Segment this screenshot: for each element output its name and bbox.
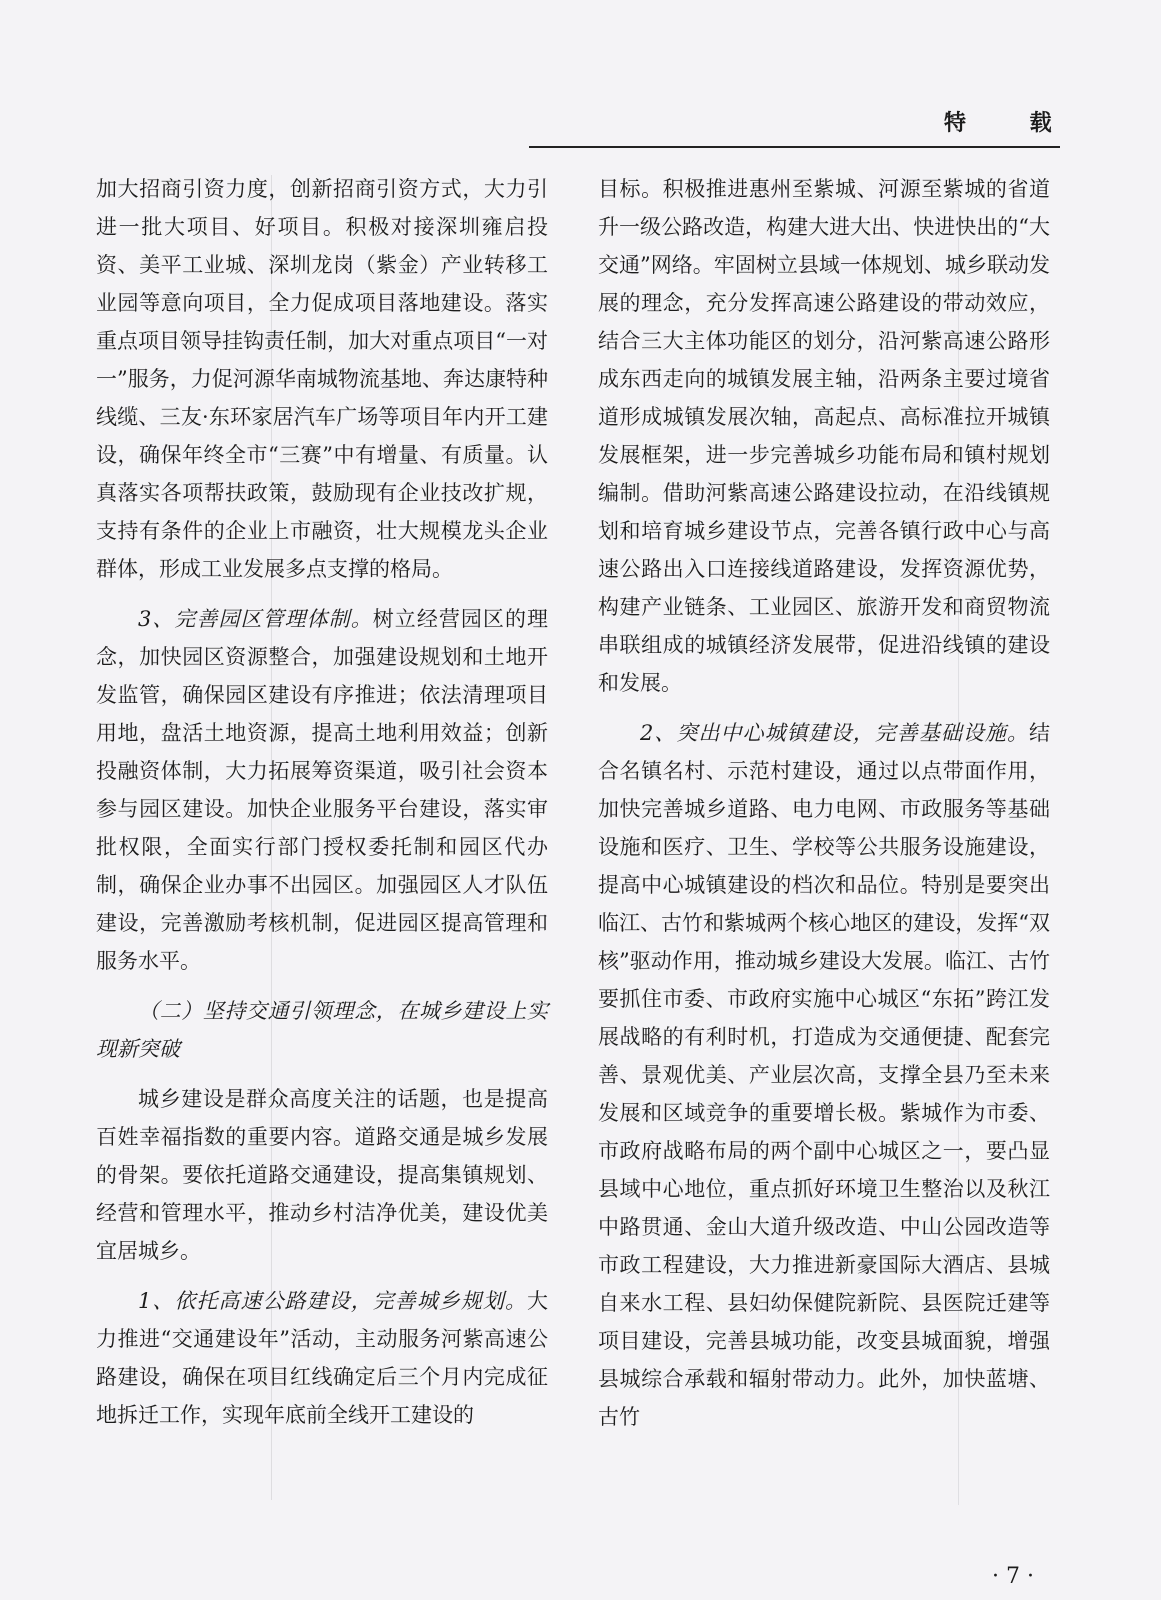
subheading: 2、突出中心城镇建设，完善基础设施。: [640, 721, 1029, 745]
page-number: · 7 ·: [992, 1564, 1034, 1589]
right-column: [598, 170, 1050, 1436]
paragraph-body: 树立经营园区的理念，加快园区资源整合，加强建设规划和土地开发监管，确保园区建设有序推进；依法清理项目用地，盘活土地资源，提高土地利用效益；创新投融资体制，大力拓展筹资渠道，吸引社会资本参与园区建设。加快企业服务平台建设，落实审批权限，全面实行部门授权委托制和园区代办制，确保企业办事不出园区。加强园区人才队伍建设，完善激励考核机制，促进园区提高管理和服务水平。: [96, 607, 548, 973]
subheading: 3、完善园区管理体制。: [138, 607, 373, 631]
section-heading: （二）坚持交通引领理念，在城乡建设上实现新突破: [96, 999, 548, 1061]
paragraph: [598, 714, 1050, 1436]
paragraph: 目标。积极推进惠州至紫城、河源至紫城的省道升一级公路改造，构建大进大出、快进快出的“大交通”网络。牢固树立县域一体规划、城乡联动发展的理念，充分发挥高速公路建设的带动效应，结合三大主体功能区的划分，沿河紫高速公路形成东西走向的城镇发展主轴，沿两条主要过境省道形成城镇发展次轴，高起点、高标准拉开城镇发展框架，进一步完善城乡功能布局和镇村规划编制。借助河紫高速公路建设拉动，在沿线镇规划和培育城乡建设节点，完善各镇行政中心与高速公路出入口连接线道路建设，发挥资源优势，构建产业链条、工业园区、旅游开发和商贸物流串联组成的城镇经济发展带，促进沿线镇的建设和发展。: [598, 177, 1050, 695]
paragraph: [96, 1282, 548, 1434]
header-rule: [529, 146, 1060, 148]
paragraph-body: 大力推进“交通建设年”活动，主动服务河紫高速公路建设，确保在项目红线确定后三个月内完成征地拆迁工作，实现年底前全线开工建设的: [96, 1289, 548, 1427]
paragraph-body: 结合名镇名村、示范村建设，通过以点带面作用，加快完善城乡道路、电力电网、市政服务等基础设施和医疗、卫生、学校等公共服务设施建设，提高中心城镇建设的档次和品位。特别是要突出临江、古竹和紫城两个核心地区的建设，发挥“双核”驱动作用，推动城乡建设大发展。临江、古竹要抓住市委、市政府实施中心城区“东拓”跨江发展战略的有利时机，打造成为交通便捷、配套完善、景观优美、产业层次高，支撑全县乃至未来发展和区域竞争的重要增长极。紫城作为市委、市政府战略布局的两个副中心城区之一，要凸显县域中心地位，重点抓好环境卫生整治以及秋江中路贯通、金山大道升级改造、中山公园改造等市政工程建设，大力推进新豪国际大酒店、县城自来水工程、县妇幼保健院新院、县医院迁建等项目建设，完善县城功能，改变县城面貌，增强县城综合承载和辐射带动力。此外，加快蓝塘、古竹: [598, 721, 1050, 1429]
left-column: [96, 170, 548, 1434]
paragraph: [96, 600, 548, 980]
paragraph: 加大招商引资力度，创新招商引资方式，大力引进一批大项目、好项目。积极对接深圳雍启投资、美平工业城、深圳龙岗（紫金）产业转移工业园等意向项目，全力促成项目落地建设。落实重点项目领导挂钩责任制，加大对重点项目“一对一”服务，力促河源华南城物流基地、奔达康特种线缆、三友·东环家居汽车广场等项目年内开工建设，确保年终全市“三赛”中有增量、有质量。认真落实各项帮扶政策，鼓励现有企业技改扩规，支持有条件的企业上市融资，壮大规模龙头企业群体，形成工业发展多点支撑的格局。: [96, 177, 548, 581]
paragraph: 城乡建设是群众高度关注的话题，也是提高百姓幸福指数的重要内容。道路交通是城乡发展的骨架。要依托道路交通建设，提高集镇规划、经营和管理水平，推动乡村洁净优美，建设优美宜居城乡。: [96, 1087, 548, 1263]
running-header: 特 载: [944, 111, 1080, 136]
subheading: 1、依托高速公路建设，完善城乡规划。: [138, 1289, 527, 1313]
